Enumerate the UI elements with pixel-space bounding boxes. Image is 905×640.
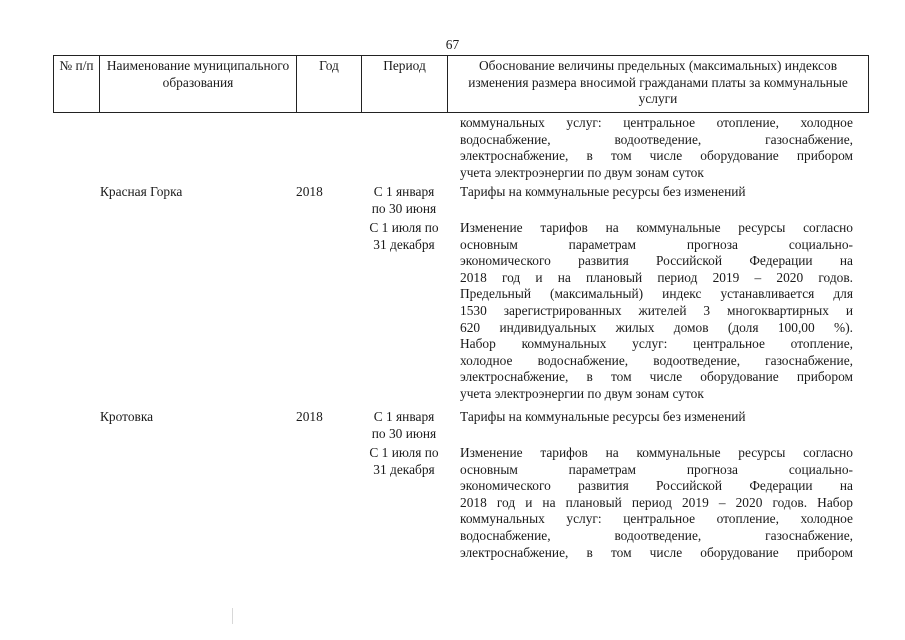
scan-artifact — [232, 608, 233, 624]
header-name: Наименование муниципального образования — [100, 56, 297, 113]
row-1-basis-first: Тарифы на коммунальные ресурсы без изменений — [460, 184, 746, 199]
row-1-year: 2018 — [296, 184, 323, 199]
row-2-year: 2018 — [296, 409, 323, 424]
row-1-period-first: С 1 января по 30 июня — [371, 184, 437, 216]
table-header — [53, 55, 869, 113]
header-period: Период — [362, 56, 448, 113]
row-2-name: Кротовка — [100, 409, 154, 424]
header-basis: Обоснование величины предельных (максимальных) индексов изменения размера вносимой гражданами платы за коммунальные услуги — [448, 56, 869, 113]
row-2-period-first: С 1 января по 30 июня — [371, 409, 437, 441]
row-1-name: Красная Горка — [100, 184, 183, 199]
page-number: 67 — [445, 37, 460, 52]
row-2-basis-second: Изменение тарифов на коммунальные ресурсы согласно основным параметрам прогноза социально- экономического развития Российской Федерации на 2018 год и на плановый период 2019 – 2020 годов. Набор коммунальных услуг: центральное отопление, холодное водоснабжение, водоотведение, газоснабжение, электроснабжение, в том числе оборудование прибором — [460, 445, 853, 560]
row-1-period-second: С 1 июля по 31 декабря — [369, 220, 439, 252]
row-2-period-second: С 1 июля по 31 декабря — [369, 445, 439, 477]
header-year: Год — [297, 56, 362, 113]
row-2-basis-first: Тарифы на коммунальные ресурсы без изменений — [460, 409, 746, 424]
header-num: № п/п — [54, 56, 100, 113]
continuation-text: коммунальных услуг: центральное отопление, холодное водоснабжение, водоотведение, газоснабжение, электроснабжение, в том числе оборудование прибором учета электроэнергии по двум зонам суток — [460, 115, 853, 180]
row-1-basis-second: Изменение тарифов на коммунальные ресурсы согласно основным параметрам прогноза социально- экономического развития Российской Федерации на 2018 год и на плановый период 2019 – 2020 годов. Предельный (максимальный) индекс устанавливается для 1530 зарегистрированных жителей 3 многоквартирных и 620 индивидуальных жилых домов (доля 100,00 %). Набор коммунальных услуг: центральное отопление, холодное водоснабжение, водоотведение, газоснабжение, электроснабжение, в том числе оборудование прибором учета электроэнергии по двум зонам суток — [460, 220, 853, 401]
